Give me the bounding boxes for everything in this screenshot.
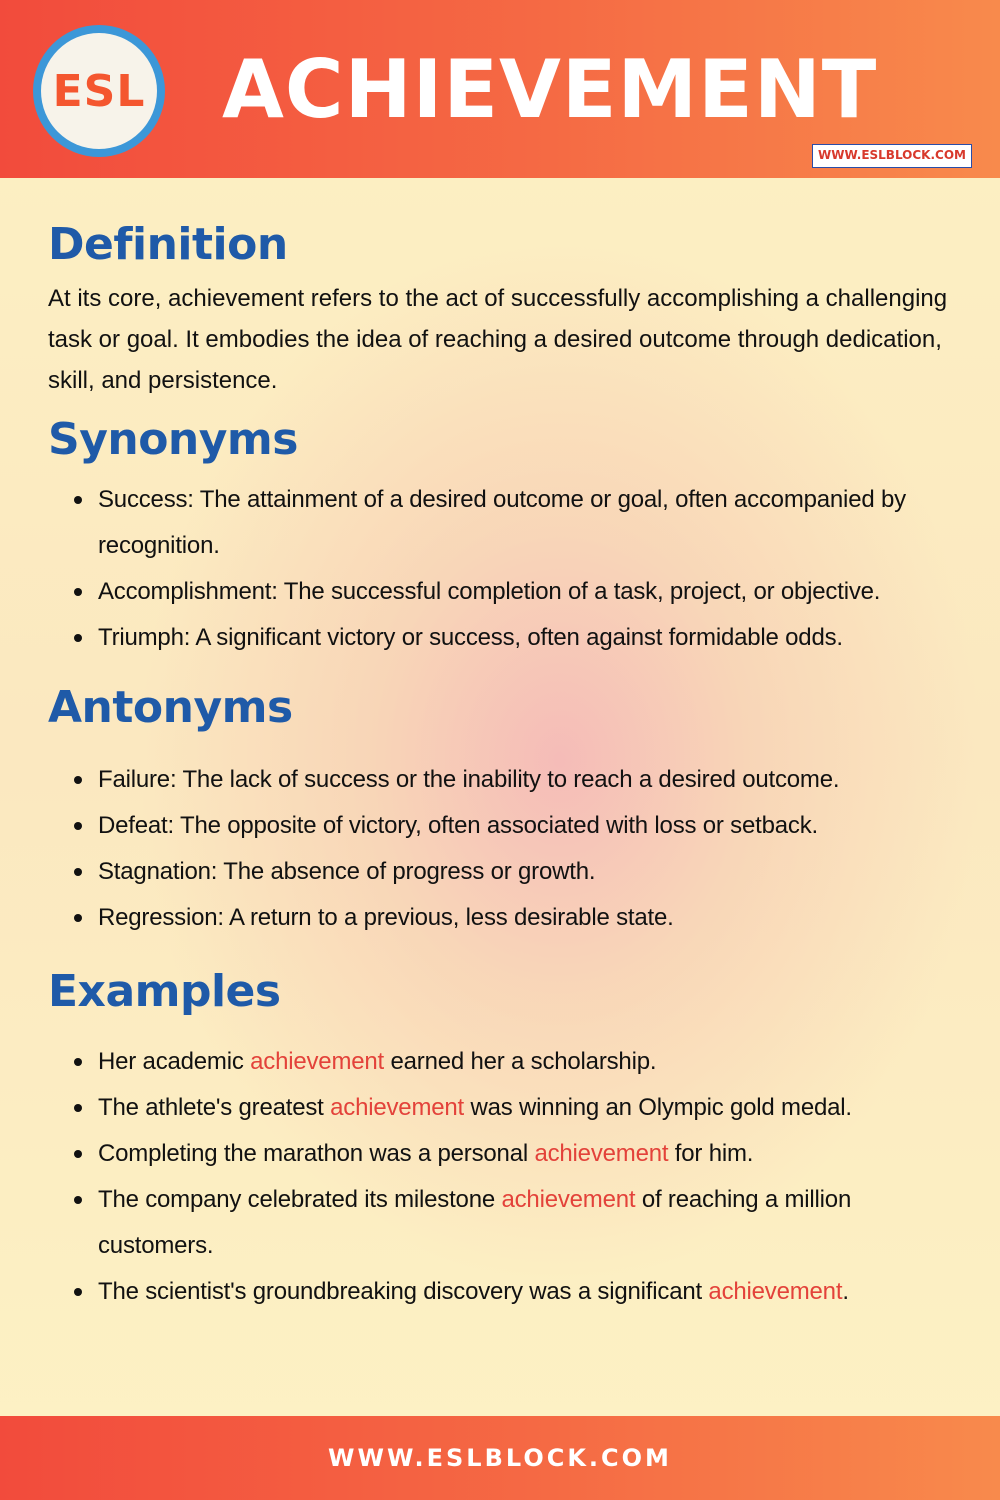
website-badge: WWW.ESLBLOCK.COM <box>812 144 972 168</box>
antonyms-section <box>48 675 960 941</box>
example-text: The athlete's greatest <box>98 1094 331 1121</box>
example-item <box>98 1039 960 1085</box>
example-item <box>98 1269 960 1315</box>
synonym-item: Triumph: A significant victory or success, often against formidable odds. <box>98 615 960 661</box>
synonyms-section <box>48 407 960 661</box>
antonyms-heading: Antonyms <box>48 682 293 733</box>
examples-heading: Examples <box>48 966 281 1017</box>
antonyms-list <box>48 757 960 941</box>
example-text: earned her a scholarship. <box>384 1048 657 1075</box>
antonym-item: Failure: The lack of success or the inability to reach a desired outcome. <box>98 757 960 803</box>
antonym-item: Stagnation: The absence of progress or growth. <box>98 849 960 895</box>
example-keyword: achievement <box>330 1094 465 1121</box>
example-keyword: achievement <box>501 1186 636 1213</box>
definition-heading: Definition <box>48 219 288 270</box>
synonym-item: Accomplishment: The successful completion of a task, project, or objective. <box>98 569 960 615</box>
example-text: Completing the marathon was a personal <box>98 1140 535 1167</box>
example-text: . <box>842 1278 849 1305</box>
examples-section <box>48 959 960 1315</box>
synonyms-list <box>48 477 960 661</box>
example-item <box>98 1177 960 1269</box>
example-item <box>98 1085 960 1131</box>
example-text: The scientist's groundbreaking discovery was a significant <box>98 1278 709 1305</box>
main-content <box>48 212 960 1315</box>
example-keyword: achievement <box>534 1140 669 1167</box>
example-text: of reaching a million customers. <box>98 1186 852 1259</box>
page-title: ACHIEVEMENT <box>222 43 878 136</box>
definition-section <box>48 212 960 401</box>
example-text: for him. <box>668 1140 754 1167</box>
example-text: The company celebrated its milestone <box>98 1186 502 1213</box>
example-item <box>98 1131 960 1177</box>
example-text: Her academic <box>98 1048 251 1075</box>
example-text: was winning an Olympic gold medal. <box>464 1094 852 1121</box>
esl-logo-text: ESL <box>52 65 146 117</box>
footer-website: WWW.ESLBLOCK.COM <box>328 1444 672 1472</box>
definition-text: At its core, achievement refers to the act of successfully accomplishing a challenging task or goal. It embodies the idea of reaching a desired outcome through dedication, skill, and persistence. <box>48 285 948 394</box>
example-keyword: achievement <box>708 1278 843 1305</box>
header-banner <box>0 0 1000 178</box>
examples-list <box>48 1039 960 1315</box>
example-keyword: achievement <box>250 1048 385 1075</box>
esl-logo-inner <box>41 33 157 149</box>
synonym-item: Success: The attainment of a desired outcome or goal, often accompanied by recognition. <box>98 477 960 569</box>
antonym-item: Regression: A return to a previous, less desirable state. <box>98 895 960 941</box>
antonym-item: Defeat: The opposite of victory, often associated with loss or setback. <box>98 803 960 849</box>
footer-banner <box>0 1416 1000 1500</box>
synonyms-heading: Synonyms <box>48 414 298 465</box>
esl-logo <box>33 25 165 157</box>
